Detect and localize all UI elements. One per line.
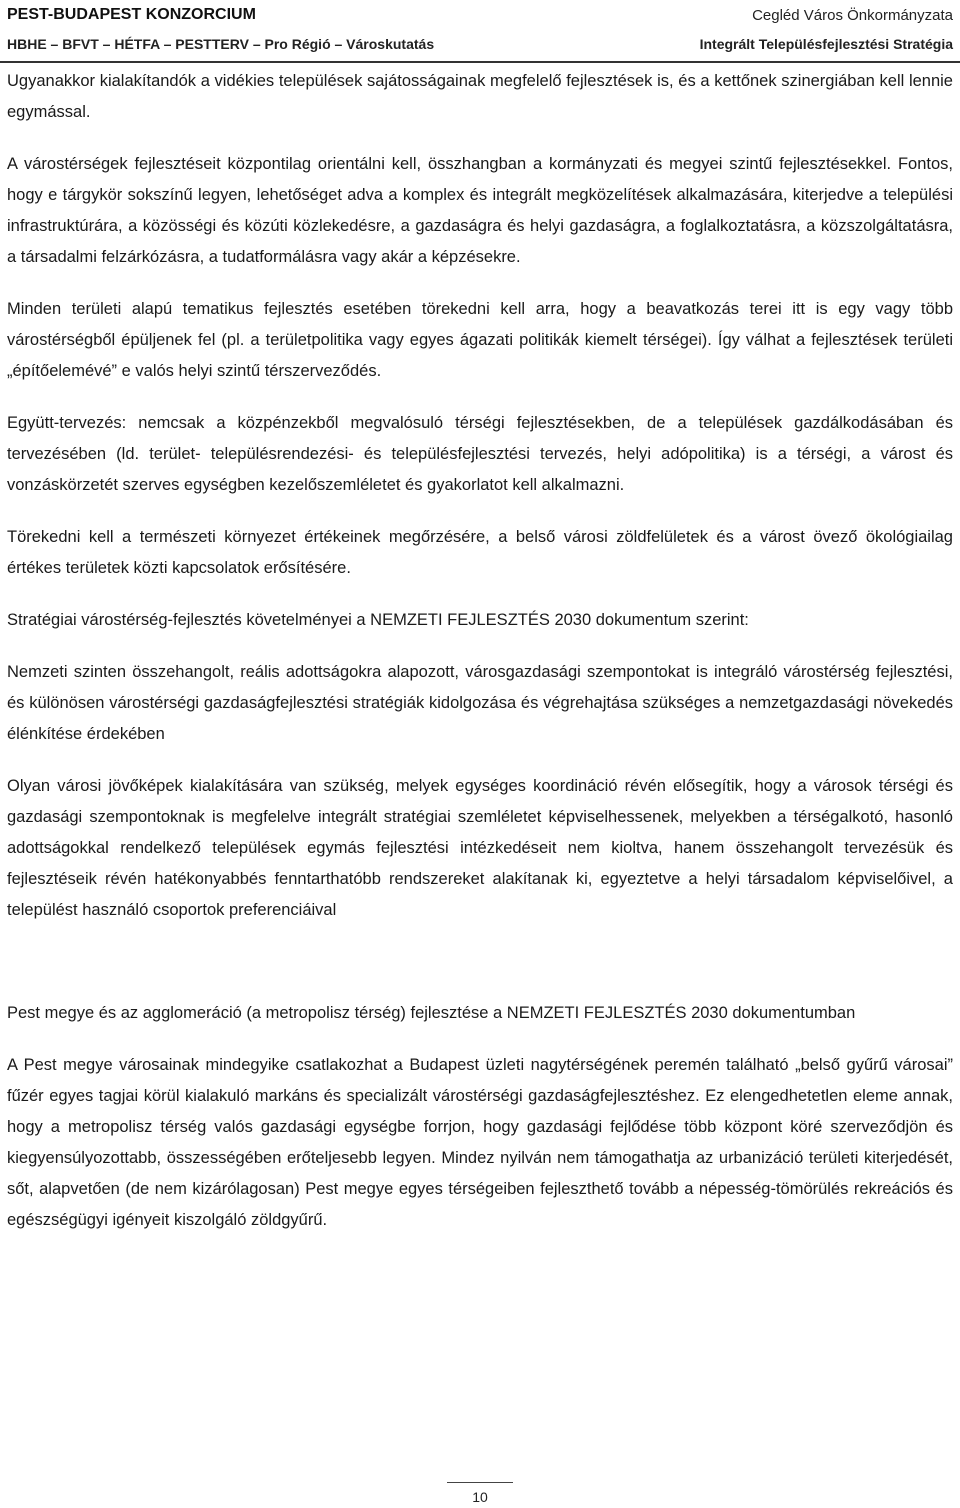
paragraph-8: Olyan városi jövőképek kialakítására van szükség, melyek egységes koordináció révén elősegítik, hogy a városok térségi és gazdasági szempontoknak is megfelelve integrált stratégiai szemléletet képviselhessenek, melyekben a térségalkotó, hasonló adottságokkal rendelkező települések egymás fejlesztési intézkedéseit nem kioltva, hanem összehangolt tervezésük és fejlesztéseik révén hatékonyabbés fenntarthatóbb rendszereket alakítanak ki, egyeztetve a helyi társadalom képviselőivel, a települést használó csoportok preferenciáival (7, 777, 953, 919)
paragraph-5: Törekedni kell a természeti környezet értékeinek megőrzésére, a belső városi zöldfelületek és a várost övező ökológiailag értékes területek közti kapcsolatok erősítésére. (7, 528, 953, 577)
paragraph-6: Stratégiai várostérség-fejlesztés követelményei a NEMZETI FEJLESZTÉS 2030 dokumentum szerint: (7, 611, 749, 629)
header-row-bottom (7, 32, 953, 56)
header-row-top (7, 2, 953, 28)
client-name: Cegléd Város Önkormányzata (752, 6, 953, 24)
header-divider (0, 61, 960, 63)
page-number: 10 (472, 1489, 488, 1505)
paragraph-1: Ugyanakkor kialakítandók a vidékies települések sajátosságainak megfelelő fejlesztések is, és a kettőnek szinergiában kell lennie egymással. (7, 72, 953, 121)
paragraph-4: Együtt-tervezés: nemcsak a közpénzekből megvalósuló térségi fejlesztésekben, de a települések gazdálkodásában és tervezésében (ld. terület- településrendezési- és településfejlesztési tervezés, helyi adópolitika) is a térségi, a várost és vonzáskörzetét szerves egységben kezelőszemléletet és gyakorlatot kell alkalmazni. (7, 414, 953, 494)
consortium-name: PEST-BUDAPEST KONZORCIUM (7, 6, 256, 23)
footer-divider (447, 1482, 513, 1483)
document-body (7, 66, 953, 1236)
paragraph-7: Nemzeti szinten összehangolt, reális adottságokra alapozott, városgazdasági szempontokat is integráló várostérség fejlesztési, és különösen várostérségi gazdaságfejlesztési stratégiák kidolgozása és végrehajtása szükséges a nemzetgazdasági növekedés élénkítése érdekében (7, 663, 953, 743)
document-title: Integrált Településfejlesztési Stratégia (699, 36, 953, 52)
paragraph-2: A várostérségek fejlesztéseit központilag orientálni kell, összhangban a kormányzati és megyei szintű fejlesztésekkel. Fontos, hogy e tárgykör sokszínű legyen, lehetőséget adva a komplex és integrált megközelítések alkalmazására, kiterjedve a települési infrastruktúrára, a közösségi és közúti közlekedésre, a gazdaságra és helyi gazdaságra, a foglalkoztatásra, a közszolgáltatásra, a társadalmi felzárkózásra, a tudatformálásra vagy akár a képzésekre. (7, 155, 953, 266)
paragraph-9: Pest megye és az agglomeráció (a metropolisz térség) fejlesztése a NEMZETI FEJLESZTÉS 2030 dokumentumban (7, 1004, 856, 1022)
paragraph-3: Minden területi alapú tematikus fejlesztés esetében törekedni kell arra, hogy a beavatkozás terei itt is egy vagy több várostérségből épüljenek fel (pl. a területpolitika vagy egyes ágazati politikák kiemelt térségei). Így válhat a fejlesztések területi „építőelemévé” e valós helyi szintű térszerveződés. (7, 300, 953, 380)
paragraph-10: A Pest megye városainak mindegyike csatlakozhat a Budapest üzleti nagytérségének peremén található „belső gyűrű városai” fűzér egyes tagjai körül kialakuló markáns és specializált várostérségi gazdaságfejlesztéshez. Ez elengedhetetlen eleme annak, hogy a metropolisz térség valós gazdasági egységbe forrjon, hogy gazdasági fejlődése több központ köré szerveződjön és kiegyensúlyozottabb, összességében erőteljesebb legyen. Mindez nyilván nem támogathatja az urbanizáció területi kiterjedését, sőt, alapvetően (de nem kizárólagosan) Pest megye egyes térségeiben fejleszthető tovább a népesség-tömörülés rekreációs és egészségügyi igényeit kiszolgáló zöldgyűrű. (7, 1056, 953, 1229)
page-header (0, 0, 960, 62)
partner-list: HBHE – BFVT – HÉTFA – PESTTERV – Pro Régió – Városkutatás (7, 36, 435, 52)
